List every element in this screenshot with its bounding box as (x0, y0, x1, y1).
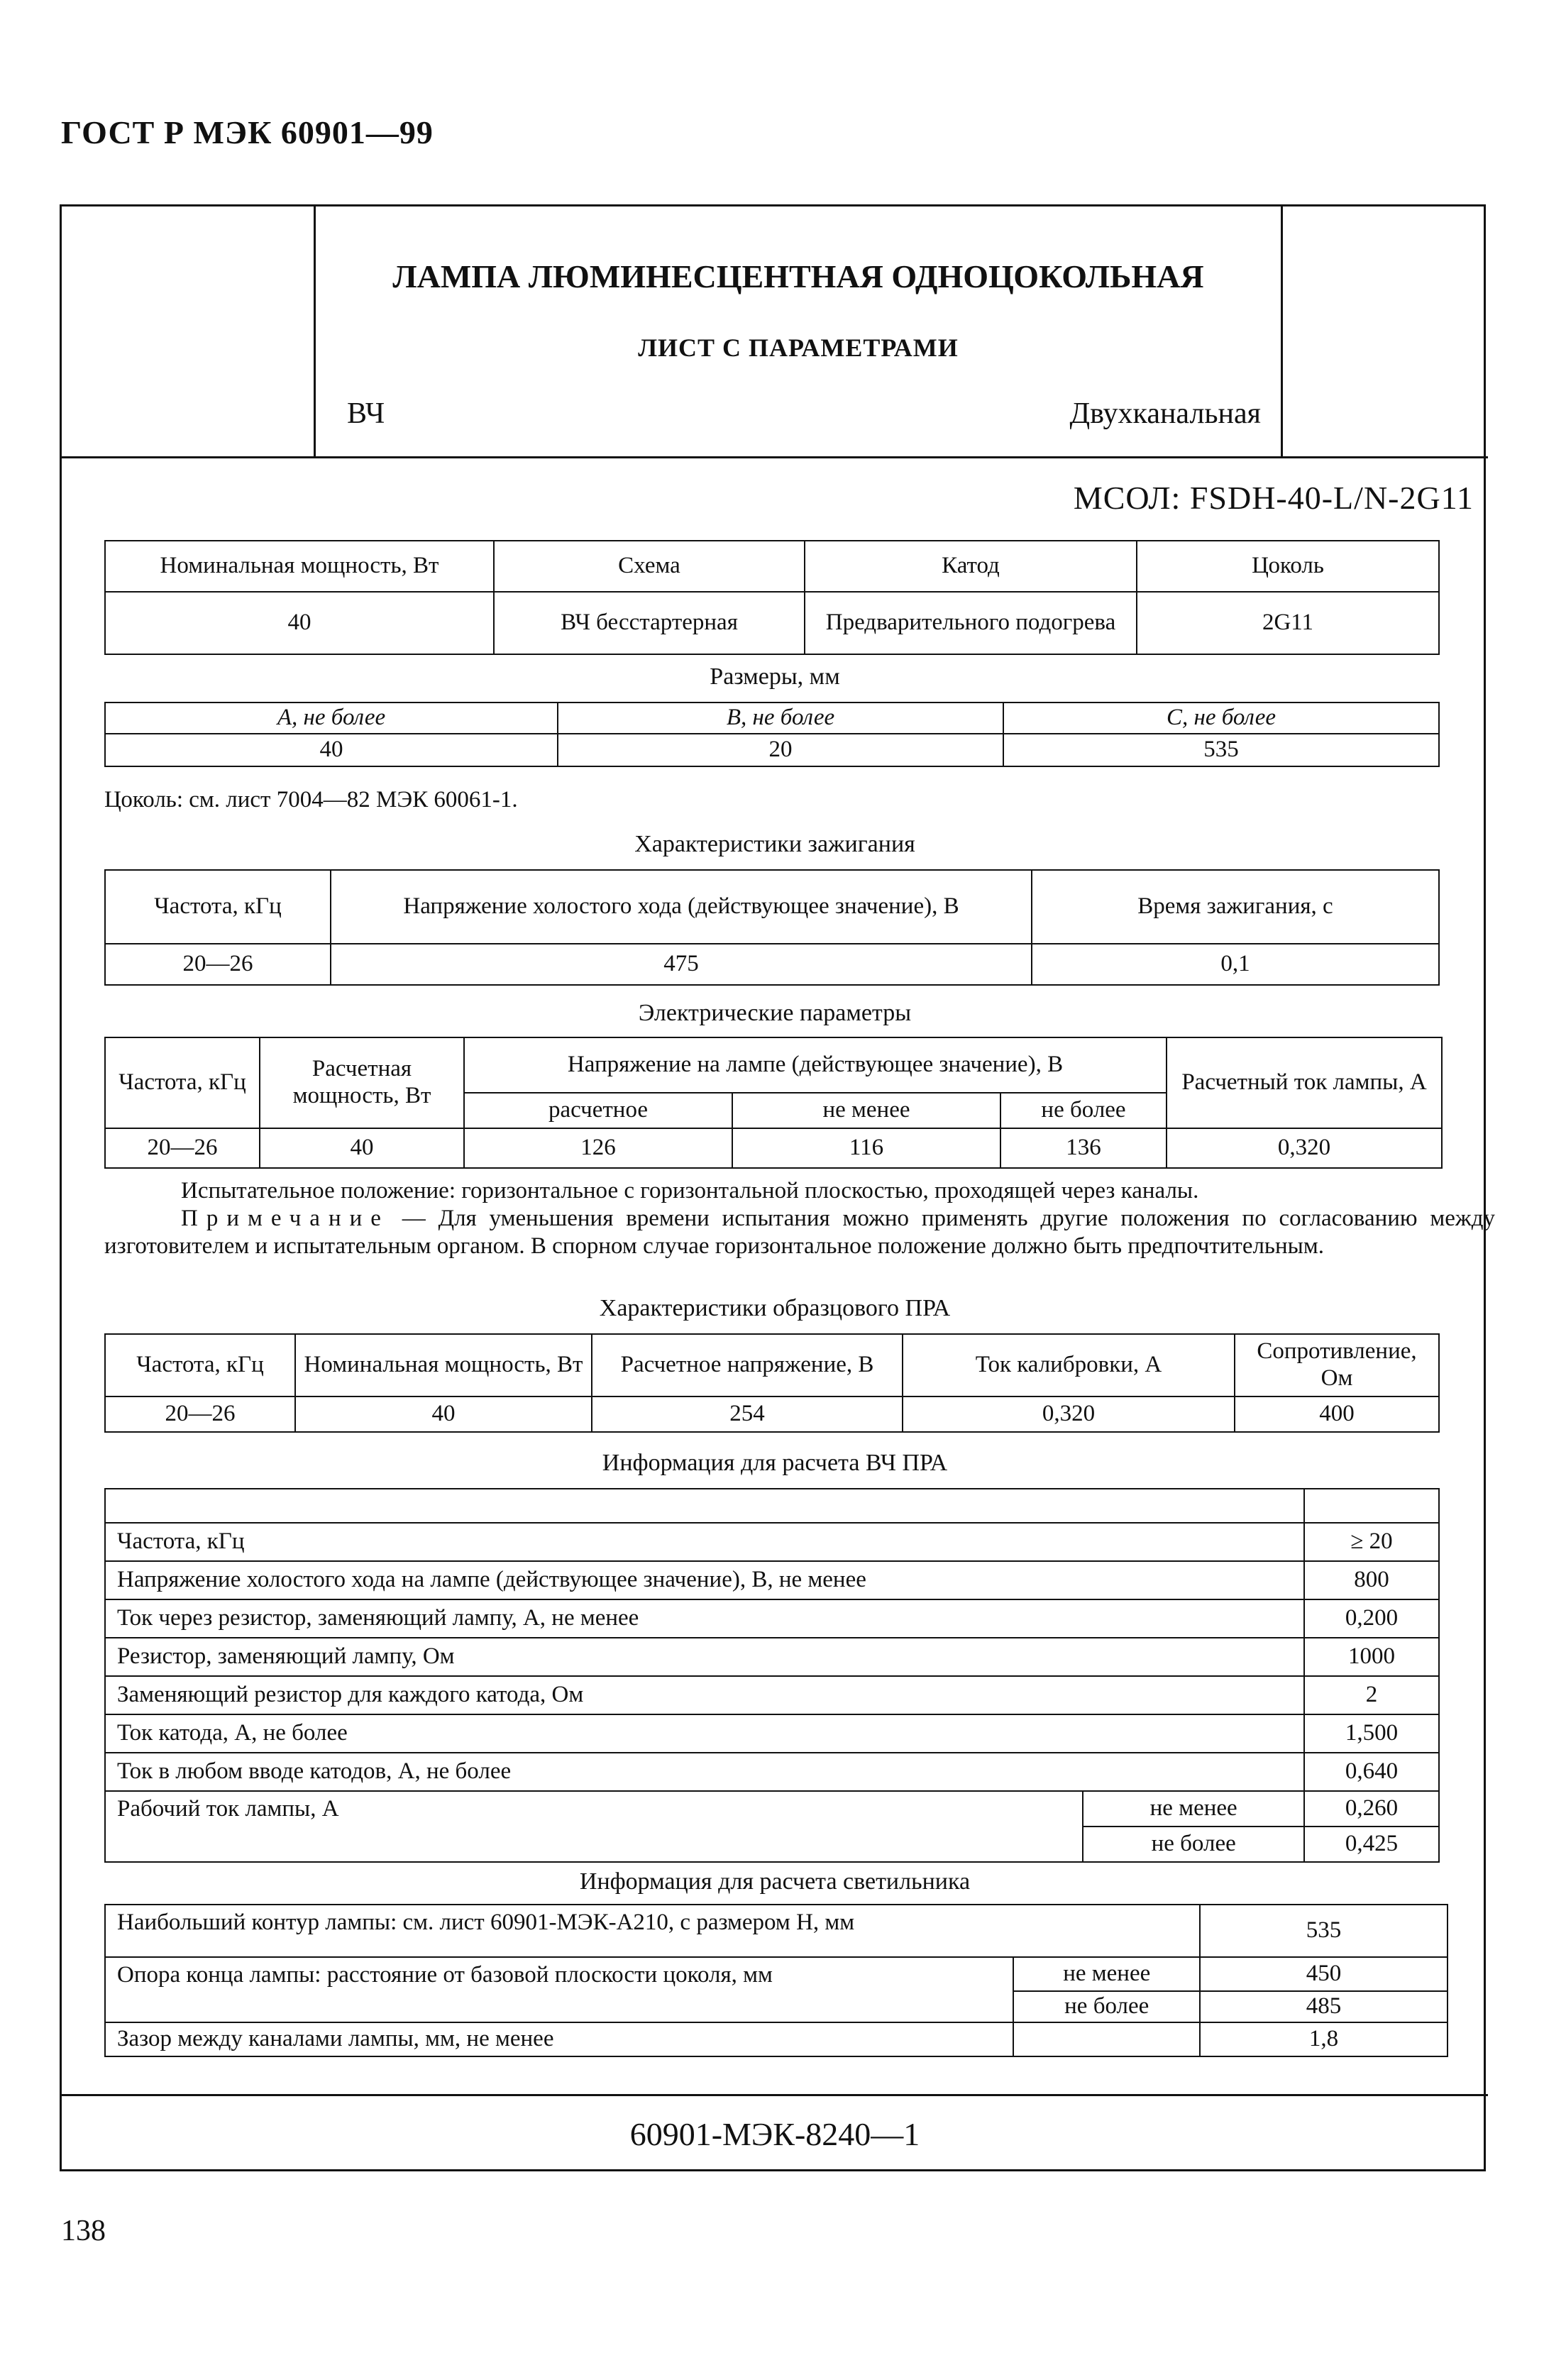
value-cell: 136 (1000, 1128, 1167, 1168)
support-max-value: 485 (1200, 1991, 1448, 2022)
note-label: Примечание (181, 1206, 390, 1231)
test-position-notes (104, 1177, 1495, 1260)
value-cell: Предварительного подогрева (805, 592, 1137, 654)
subheader-cell: расчетное (464, 1093, 732, 1128)
header-cell: Частота, кГц (105, 1334, 295, 1396)
hf-row-label: Напряжение холостого хода на лампе (действующее значение), В, не менее (105, 1561, 1304, 1599)
value-cell: 126 (464, 1128, 732, 1168)
reference-ballast-title: Характеристики образцового ПРА (599, 1295, 951, 1321)
hf-row-label: Резистор, заменяющий лампу, Ом (105, 1638, 1304, 1676)
hf-row-label: Ток катода, А, не более (105, 1714, 1304, 1753)
header-cell: Номинальная мощность, Вт (295, 1334, 592, 1396)
value-cell: 400 (1235, 1396, 1439, 1432)
electrical-table (104, 1037, 1443, 1169)
header-cell: Расчетный ток лампы, А (1167, 1037, 1442, 1128)
header-cell: B, не более (558, 703, 1003, 734)
ignition-title: Характеристики зажигания (634, 831, 915, 857)
hf-ballast-table (104, 1488, 1440, 1863)
operating-current-label: Рабочий ток лампы, А (105, 1791, 1083, 1862)
value-cell: 20—26 (105, 944, 331, 985)
subheader-cell: не более (1000, 1093, 1167, 1128)
page-number: 138 (61, 2215, 106, 2247)
value-cell: 475 (331, 944, 1032, 985)
document-header: ГОСТ Р МЭК 60901—99 (61, 114, 434, 150)
hf-row-value: 1,500 (1304, 1714, 1439, 1753)
title-right-label: Двухканальная (1069, 397, 1261, 430)
operating-max-value: 0,425 (1304, 1827, 1439, 1862)
operating-min-value: 0,260 (1304, 1791, 1439, 1827)
value-cell: 254 (592, 1396, 903, 1432)
test-position-line: Испытательное положение: горизонтальное с горизонтальной плоскостью, проходящей через каналы. (181, 1178, 1199, 1203)
header-cell: Сопротивление, Ом (1235, 1334, 1439, 1396)
operating-min-label: не менее (1083, 1791, 1304, 1827)
value-cell: 0,1 (1032, 944, 1439, 985)
value-cell: 40 (260, 1128, 464, 1168)
value-cell: 2G11 (1137, 592, 1439, 654)
header-cell: Напряжение на лампе (действующее значение), В (464, 1037, 1167, 1093)
value-cell: 20—26 (105, 1128, 260, 1168)
value-cell: ВЧ бесстартерная (494, 592, 805, 654)
header-cell: Цоколь (1137, 541, 1439, 592)
sheet-title: ЛАМПА ЛЮМИНЕСЦЕНТНАЯ ОДНОЦОКОЛЬНАЯ (392, 258, 1204, 294)
hf-row-value: ≥ 20 (1304, 1523, 1439, 1561)
luminaire-title: Информация для расчета светильника (579, 1868, 971, 1895)
gap-value: 1,8 (1200, 2022, 1448, 2056)
value-cell: 40 (105, 734, 558, 766)
hf-row-label: Заменяющий резистор для каждого катода, Ом (105, 1676, 1304, 1714)
support-label: Опора конца лампы: расстояние от базовой плоскости цоколя, мм (105, 1957, 1013, 2022)
parameter-sheet-frame (60, 204, 1495, 2171)
header-cell: A, не более (105, 703, 558, 734)
header-cell: Частота, кГц (105, 870, 331, 944)
header-cell: Расчетная мощность, Вт (260, 1037, 464, 1128)
header-cell: Схема (494, 541, 805, 592)
header-cell: Ток калибровки, А (903, 1334, 1235, 1396)
max-outline-value: 535 (1200, 1905, 1448, 1957)
header-cell: Время зажигания, с (1032, 870, 1439, 944)
support-min-label: не менее (1013, 1957, 1200, 1991)
sheet-subtitle: ЛИСТ С ПАРАМЕТРАМИ (638, 334, 959, 362)
hf-row-value: 0,640 (1304, 1753, 1439, 1791)
reference-ballast-table (104, 1333, 1440, 1433)
value-cell: 535 (1003, 734, 1439, 766)
header-cell: Номинальная мощность, Вт (105, 541, 494, 592)
value-cell: 0,320 (903, 1396, 1235, 1432)
value-cell: 40 (105, 592, 494, 654)
hf-row-value: 800 (1304, 1561, 1439, 1599)
support-min-value: 450 (1200, 1957, 1448, 1991)
dimensions-table (104, 702, 1440, 767)
sheet-code: 60901-МЭК-8240—1 (629, 2116, 920, 2152)
header-cell: Катод (805, 541, 1137, 592)
max-outline-label: Наибольший контур лампы: см. лист 60901-МЭК-А210, с размером H, мм (105, 1905, 1200, 1957)
hf-row-value: 2 (1304, 1676, 1439, 1714)
header-cell: C, не более (1003, 703, 1439, 734)
header-cell: Напряжение холостого хода (действующее значение), В (331, 870, 1032, 944)
title-left-label: ВЧ (347, 397, 385, 430)
hf-row-value: 0,200 (1304, 1599, 1439, 1638)
header-cell: Частота, кГц (105, 1037, 260, 1128)
dimensions-title: Размеры, мм (710, 663, 840, 690)
value-cell: 20—26 (105, 1396, 295, 1432)
hf-row-label: Частота, кГц (105, 1523, 1304, 1561)
value-cell: 0,320 (1167, 1128, 1442, 1168)
ignition-table (104, 869, 1440, 986)
note-text: — Для уменьшения времени испытания можно применять другие положения по согласованию между изготовителем и испытательным органом. В спорном случае горизонтальное положение должно быть предпочтительным. (104, 1206, 1495, 1259)
cap-note: Цоколь: см. лист 7004—82 МЭК 60061-1. (104, 787, 518, 812)
value-cell: 40 (295, 1396, 592, 1432)
luminaire-table (104, 1904, 1448, 2057)
gap-label: Зазор между каналами лампы, мм, не менее (105, 2022, 1013, 2056)
hf-ballast-title: Информация для расчета ВЧ ПРА (602, 1450, 948, 1476)
header-cell: Расчетное напряжение, В (592, 1334, 903, 1396)
main-parameters-table (104, 540, 1440, 655)
subheader-cell: не менее (732, 1093, 1000, 1128)
hf-row-label: Ток через резистор, заменяющий лампу, А, не менее (105, 1599, 1304, 1638)
hf-row-label: Ток в любом вводе катодов, А, не более (105, 1753, 1304, 1791)
support-max-label: не более (1013, 1991, 1200, 2022)
lamp-designation: МСОЛ: FSDH-40-L/N-2G11 (1073, 480, 1474, 516)
hf-row-value: 1000 (1304, 1638, 1439, 1676)
electrical-title: Электрические параметры (638, 1000, 912, 1026)
operating-max-label: не более (1083, 1827, 1304, 1862)
value-cell: 20 (558, 734, 1003, 766)
value-cell: 116 (732, 1128, 1000, 1168)
